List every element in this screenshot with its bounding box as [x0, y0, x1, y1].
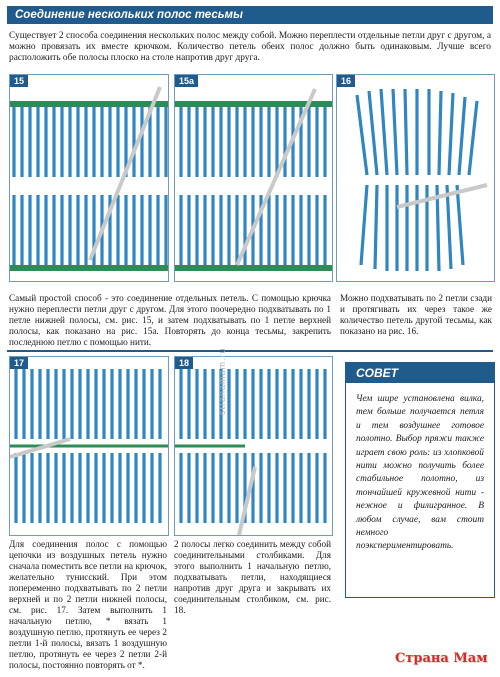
section-divider — [7, 350, 493, 352]
figure-16 — [336, 74, 495, 282]
figure-number: 16 — [337, 75, 355, 87]
caption-15: Самый простой способ - это соединение отдельных петель. С помощью крючка нужно переплести петли друг с другом. Для этого поочередно подхватывать по 1 петле нижней полосы, см. рис. 15, и затем подхватывать по 1 петле верхней полосы, как показано на рис. 15а. Повторять до конца тесьмы, закрепить последнюю петлю с помощью нити. — [9, 293, 331, 347]
figure-15a — [174, 74, 333, 282]
figure-18-illustration — [175, 357, 332, 535]
figure-17 — [9, 356, 169, 536]
figure-15-illustration — [10, 75, 168, 281]
caption-18: 2 полосы легко соединить между собой соединительными столбиками. Для этого выполнить 1 начальную петлю, подхватывать петли, находящиеся напротив друг друга и закрывать их соединительным столбиком, см. рис. 18. — [174, 539, 331, 615]
figure-number: 15 — [10, 75, 28, 87]
tip-text: Чем шире установлена вилка, тем больше получается петля и тем воздушнее готовое полотно. Выбор пряжи также играет свою роль: из хлопковой нити можно получить более стабильное полотно, из тончайшей кружевной нити - нежное и филигранное. В любом случае, вам стоит немного поэкспериментировать. — [356, 394, 484, 552]
figure-16-illustration — [337, 75, 494, 281]
tip-box — [345, 362, 495, 598]
figure-18 — [174, 356, 333, 536]
figure-15 — [9, 74, 169, 282]
caption-16: Можно подхватывать по 2 петли сзади и протягивать их через такое же количество петель другой тесьмы, как показано на рис. 16. — [340, 293, 492, 336]
watermark: stranamam.ru — [217, 347, 227, 415]
figure-15a-illustration — [175, 75, 332, 281]
figure-17-illustration — [10, 357, 168, 535]
tip-title: СОВЕТ — [346, 363, 494, 383]
intro-paragraph: Существует 2 способа соединения нескольких полос между собой. Можно переплести отдельные петли друг с другом, а можно провязать их вместе крючком. Количество петель обеих полос должно быть одинаковым. Лучше всего расположить обе полосы плоско на столе напротив друг друга. — [9, 31, 491, 63]
section-title: Соединение нескольких полос тесьмы — [7, 6, 493, 24]
site-logo: Страна Мам — [395, 651, 488, 666]
figure-number: 15a — [175, 75, 198, 87]
figure-number: 17 — [10, 357, 28, 369]
caption-17: Для соединения полос с помощью цепочки из воздушных петель нужно сначала поместить все петли на крючок, желательно тунисский. При этом попеременно подхватывать по 2 петли верхней и по 2 петли нижней полосы, см. рис. 17. Затем выполнить 1 начальную петлю, * вязать 1 воздушную петлю, протянуть ее через 2 петли 1-й полосы, вязать 1 воздушную петлю, протянуть ее через 2 петли 2-й полосы, постоянно повторять от *. — [9, 539, 167, 670]
figure-number: 18 — [175, 357, 193, 369]
